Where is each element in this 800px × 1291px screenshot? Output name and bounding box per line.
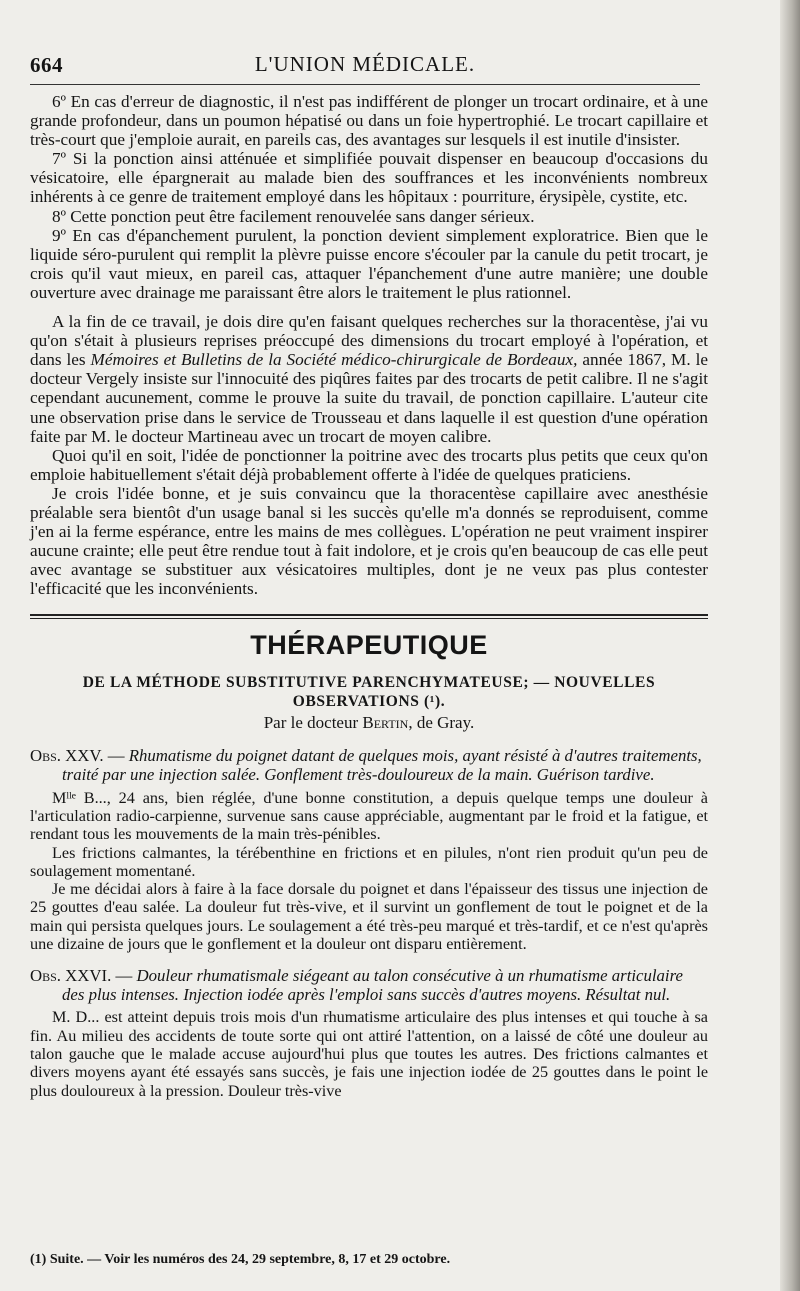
intro-paragraph-9: 9º En cas d'épanchement purulent, la ponction devient simplement exploratrice. Bien que le liquide séro-purulent qui remplit la plèvre puisse encore s'écouler par la canule du petit trocart, je crois qu'il vaut mieux, en pareil cas, attaquer l'épanchement d'une autre manière; une double ouverture avec drainage me paraissant être alors le traitement le plus rationnel. bbox=[30, 225, 708, 302]
byline-suffix: , de Gray. bbox=[408, 713, 475, 733]
conclusion-paragraph-2: Quoi qu'il en soit, l'idée de ponctionner la poitrine avec des trocarts plus petits que ceux qu'on emploie habituellement s'était déjà probablement offerte à l'idée de quelques praticiens. bbox=[30, 445, 708, 484]
byline bbox=[30, 713, 708, 733]
page-body bbox=[30, 92, 708, 1100]
page-number: 664 bbox=[30, 53, 63, 77]
observation-paragraph: Mˡˡᵉ B..., 24 ans, bien réglée, d'une bonne constitution, a depuis quelque temps une douleur à l'articulation radio-carpienne, survenue sans cause appréciable, augmentant par le froid et la fatigue, et rendant tous les mouvements de la main très-pénibles. bbox=[30, 788, 708, 844]
section-title: THÉRAPEUTIQUE bbox=[250, 630, 488, 661]
observation-description: Rhumatisme du poignet datant de quelques mois, ayant résisté à d'autres traitements, traité par une injection salée. Gonflement très-douloureux de la main. Guérison tardive. bbox=[62, 746, 702, 785]
observation-description: Douleur rhumatismale siégeant au talon consécutive à un rhumatisme articulaire des plus intenses. Injection iodée après l'emploi sans succès d'autres moyens. Résultat nul. bbox=[62, 966, 683, 1004]
conclusion-paragraph-3: Je crois l'idée bonne, et je suis convaincu que la thoracentèse capillaire avec anesthésie préalable sera bientôt d'un usage banal si les succès qu'elle m'a donnés se reproduisent, comme j'en ai la ferme espérance, entre les mains de mes collègues. L'opération ne peut vraiment inspirer aucune crainte; elle peut être rendue tout à fait indolore, et je crois qu'en beaucoup de cas elle peut avec avantage se substituer aux vésicatoires multiples, dont je ne veux pas plus contester l'efficacité que les inconvénients. bbox=[30, 483, 708, 599]
conclusion-text-before: A la fin de ce travail, je dois dire qu'en faisant quelques recherches sur la thoracentèse, j'ai vu qu'on s'était à plusieurs reprises préoccupé des dimensions du trocart employé à l'opération, et dans les bbox=[30, 312, 708, 370]
cited-publication: Mémoires et Bulletins de la Société médico-chirurgicale de Bordeaux, bbox=[90, 350, 578, 370]
observation-dash: — bbox=[111, 966, 137, 986]
observation-number: Obs. XXV. bbox=[30, 746, 104, 766]
section-divider bbox=[30, 614, 708, 619]
intro-paragraph-6: 6º En cas d'erreur de diagnostic, il n'est pas indifférent de plonger un trocart ordinaire, et à une grande profondeur, dans un poumon hépatisé ou dans un foie hypertrophié. Le trocart capillaire et très-court que j'emploie aurait, en pareils cas, des avantages sur lesquels il est inutile d'insister. bbox=[30, 92, 708, 150]
journal-title: L'UNION MÉDICALE. bbox=[254, 52, 476, 76]
observation-paragraph: Je me décidai alors à faire à la face dorsale du poignet et dans l'épaisseur des tissus une injection de 25 gouttes d'eau salée. La douleur fut très-vive, et il survint un gonflement de tout le poignet et de la main qui persista quelques jours. Le soulagement a été très-peu marqué et très-tardif, et ce n'est qu'après une dizaine de jours que le gonflement et la douleur ont disparu entièrement. bbox=[30, 880, 708, 953]
running-header bbox=[30, 50, 700, 85]
intro-paragraph-7: 7º Si la ponction ainsi atténuée et simplifiée pouvait dispenser en beaucoup d'occasions du vésicatoire, elle épargnerait au malade bien des souffrances et les inconvénients nombreux inhérents à ce genre de traitement employé dans les hôpitaux : pourriture, érysipèle, cystite, etc. bbox=[30, 149, 708, 207]
observation-paragraph: Les frictions calmantes, la térébenthine en frictions et en pilules, n'ont rien produit qu'un peu de soulagement momentané. bbox=[30, 843, 708, 880]
page-edge-shadow bbox=[780, 0, 800, 1291]
conclusion-paragraph-1 bbox=[30, 312, 708, 446]
conclusion-text-after: année 1867, M. le docteur Vergely insiste sur l'innocuité des piqûres faites par des trocarts de petit calibre. Il ne s'agit cependant aucunement, comme le prouve la suite du travail, de ponction capillaire. L'auteur cite une observation prise dans le service de Trousseau et dans laquelle il est question d'une opération faite par M. le docteur Martineau avec un trocart de moyen calibre. bbox=[30, 350, 708, 446]
observation-dash: — bbox=[103, 746, 129, 766]
author-name: Bertin bbox=[362, 713, 409, 733]
observation-paragraph: M. D... est atteint depuis trois mois d'un rhumatisme articulaire des plus intenses et qui touche à sa fin. Au milieu des accidents de toute sorte qui ont attiré l'attention, on a laissé de côté une douleur au talon gauche que le malade accuse aujourd'hui plus que toutes les autres. Des frictions calmantes et divers moyens ayant été essayés sans succès, je fais une injection iodée de 25 gouttes dans le point le plus douloureux à la pression. Douleur très-vive bbox=[30, 1008, 708, 1100]
byline-prefix: Par le docteur bbox=[263, 713, 363, 733]
observation-heading-25 bbox=[30, 747, 708, 784]
observation-body-26 bbox=[30, 1008, 708, 1099]
footnote: (1) Suite. — Voir les numéros des 24, 29 septembre, 8, 17 et 29 octobre. bbox=[30, 1252, 451, 1267]
intro-paragraph-8: 8º Cette ponction peut être facilement renouvelée sans danger sérieux. bbox=[52, 206, 535, 226]
observation-number: Obs. XXVI. bbox=[30, 966, 112, 986]
observation-heading-26 bbox=[30, 967, 708, 1004]
observation-body-25 bbox=[30, 789, 708, 954]
article-title: DE LA MÉTHODE SUBSTITUTIVE PARENCHYMATEUSE; — NOUVELLES OBSERVATIONS (¹). bbox=[82, 674, 656, 711]
